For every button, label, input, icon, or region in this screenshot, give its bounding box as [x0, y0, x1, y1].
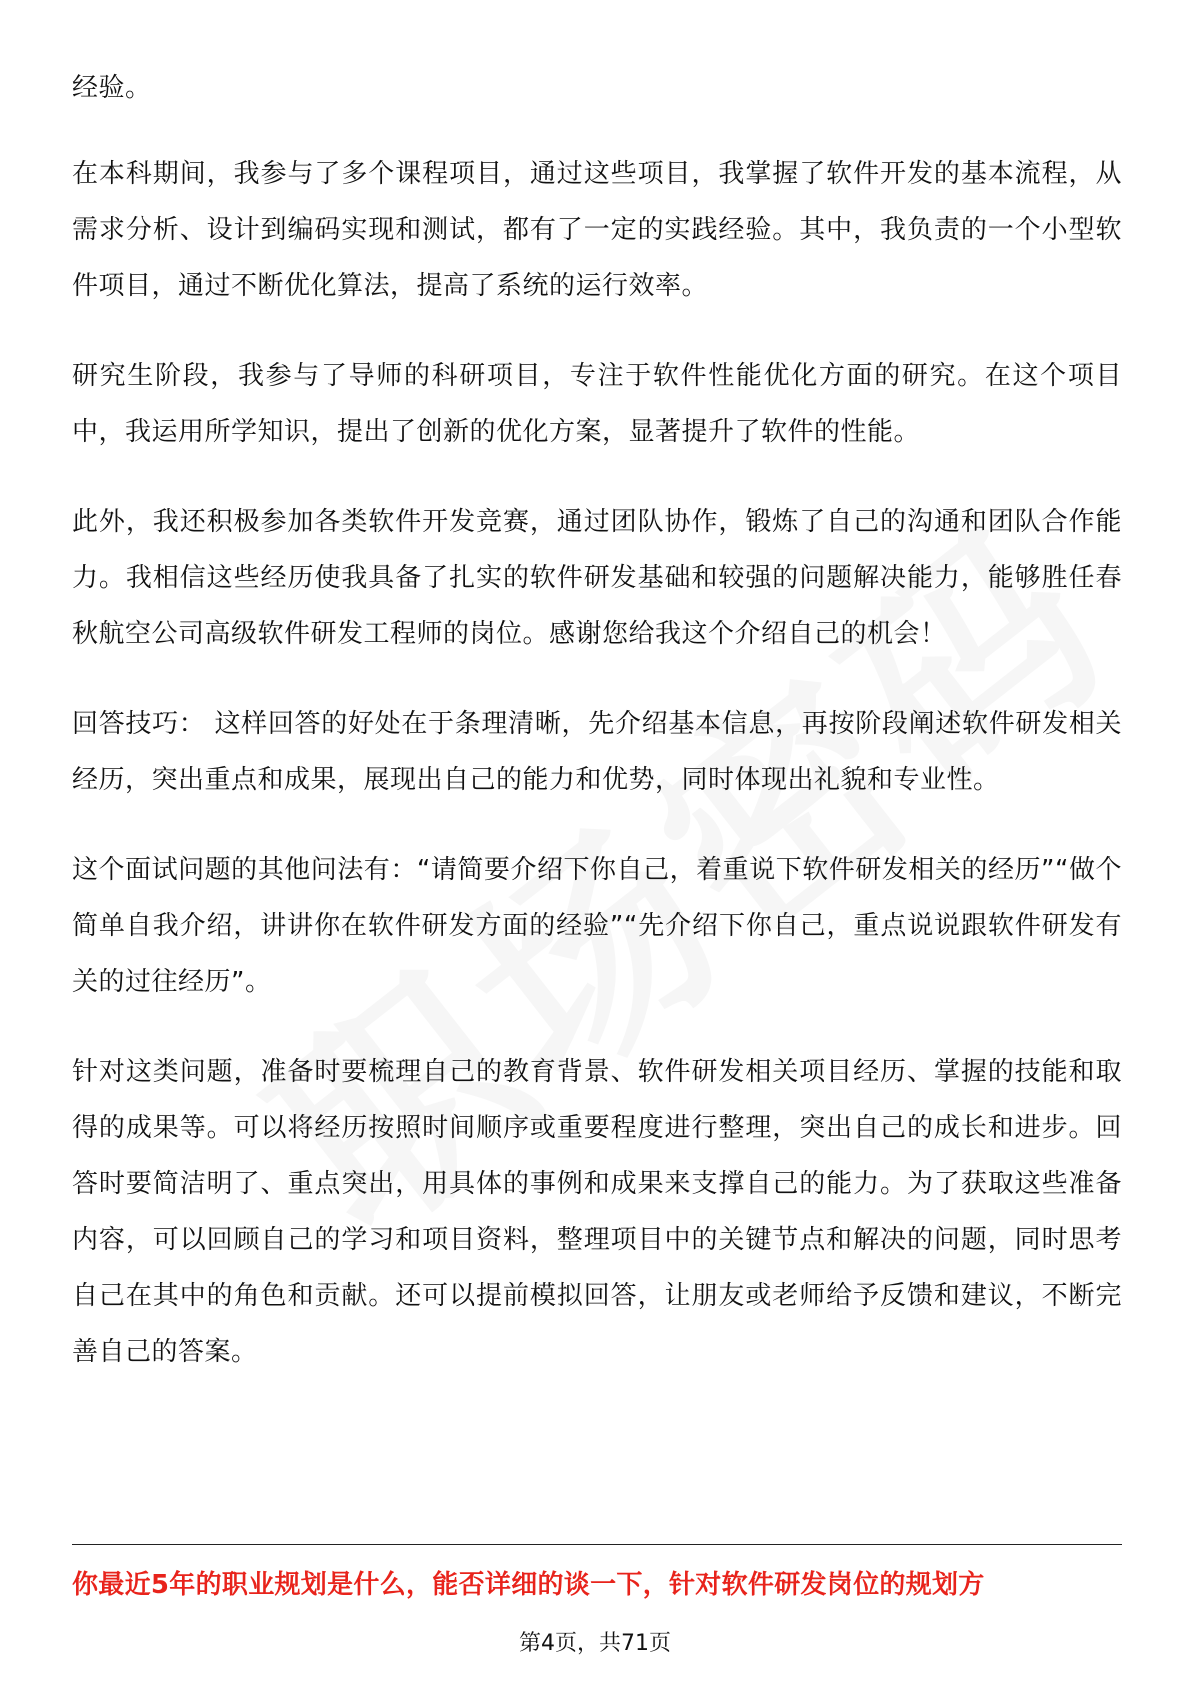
page-number: 第4页，共71页 [519, 1631, 671, 1656]
paragraph-graduate: 研究生阶段，我参与了导师的科研项目，专注于软件性能优化方面的研究。在这个项目中，我运用所学知识，提出了创新的优化方案，显著提升了软件的性能。 [72, 361, 1122, 447]
paragraph-competitions: 此外，我还积极参加各类软件开发竞赛，通过团队协作，锻炼了自己的沟通和团队合作能力。我相信这些经历使我具备了扎实的软件研发基础和较强的问题解决能力，能够胜任春秋航空公司高级软件研发工程师的岗位。感谢您给我这个介绍自己的机会！ [72, 507, 1122, 649]
paragraph-alternative-questions: 这个面试问题的其他问法有：“请简要介绍下你自己，着重说下软件研发相关的经历”“做个简单自我介绍，讲讲你在软件研发方面的经验”“先介绍下你自己，重点说说跟软件研发有关的过往经历”。 [72, 855, 1122, 997]
paragraph-undergraduate: 在本科期间，我参与了多个课程项目，通过这些项目，我掌握了软件开发的基本流程，从需求分析、设计到编码实现和测试，都有了一定的实践经验。其中，我负责的一个小型软件项目，通过不断优化算法，提高了系统的运行效率。 [72, 159, 1122, 301]
document-body [72, 60, 1122, 1414]
paragraph-continuation: 经验。 [72, 73, 152, 103]
paragraph-preparation-advice: 针对这类问题，准备时要梳理自己的教育背景、软件研发相关项目经历、掌握的技能和取得的成果等。可以将经历按照时间顺序或重要程度进行整理，突出自己的成长和进步。回答时要简洁明了、重点突出，用具体的事例和成果来支撑自己的能力。为了获取这些准备内容，可以回顾自己的学习和项目资料，整理项目中的关键节点和解决的问题，同时思考自己在其中的角色和贡献。还可以提前模拟回答，让朋友或老师给予反馈和建议，不断完善自己的答案。 [72, 1057, 1122, 1367]
next-question-heading: 你最近5年的职业规划是什么，能否详细的谈一下，针对软件研发岗位的规划方 [72, 1570, 985, 1600]
section-divider [72, 1544, 1122, 1545]
paragraph-answer-tips: 回答技巧： 这样回答的好处在于条理清晰，先介绍基本信息，再按阶段阐述软件研发相关经历，突出重点和成果，展现出自己的能力和优势，同时体现出礼貌和专业性。 [72, 709, 1122, 795]
